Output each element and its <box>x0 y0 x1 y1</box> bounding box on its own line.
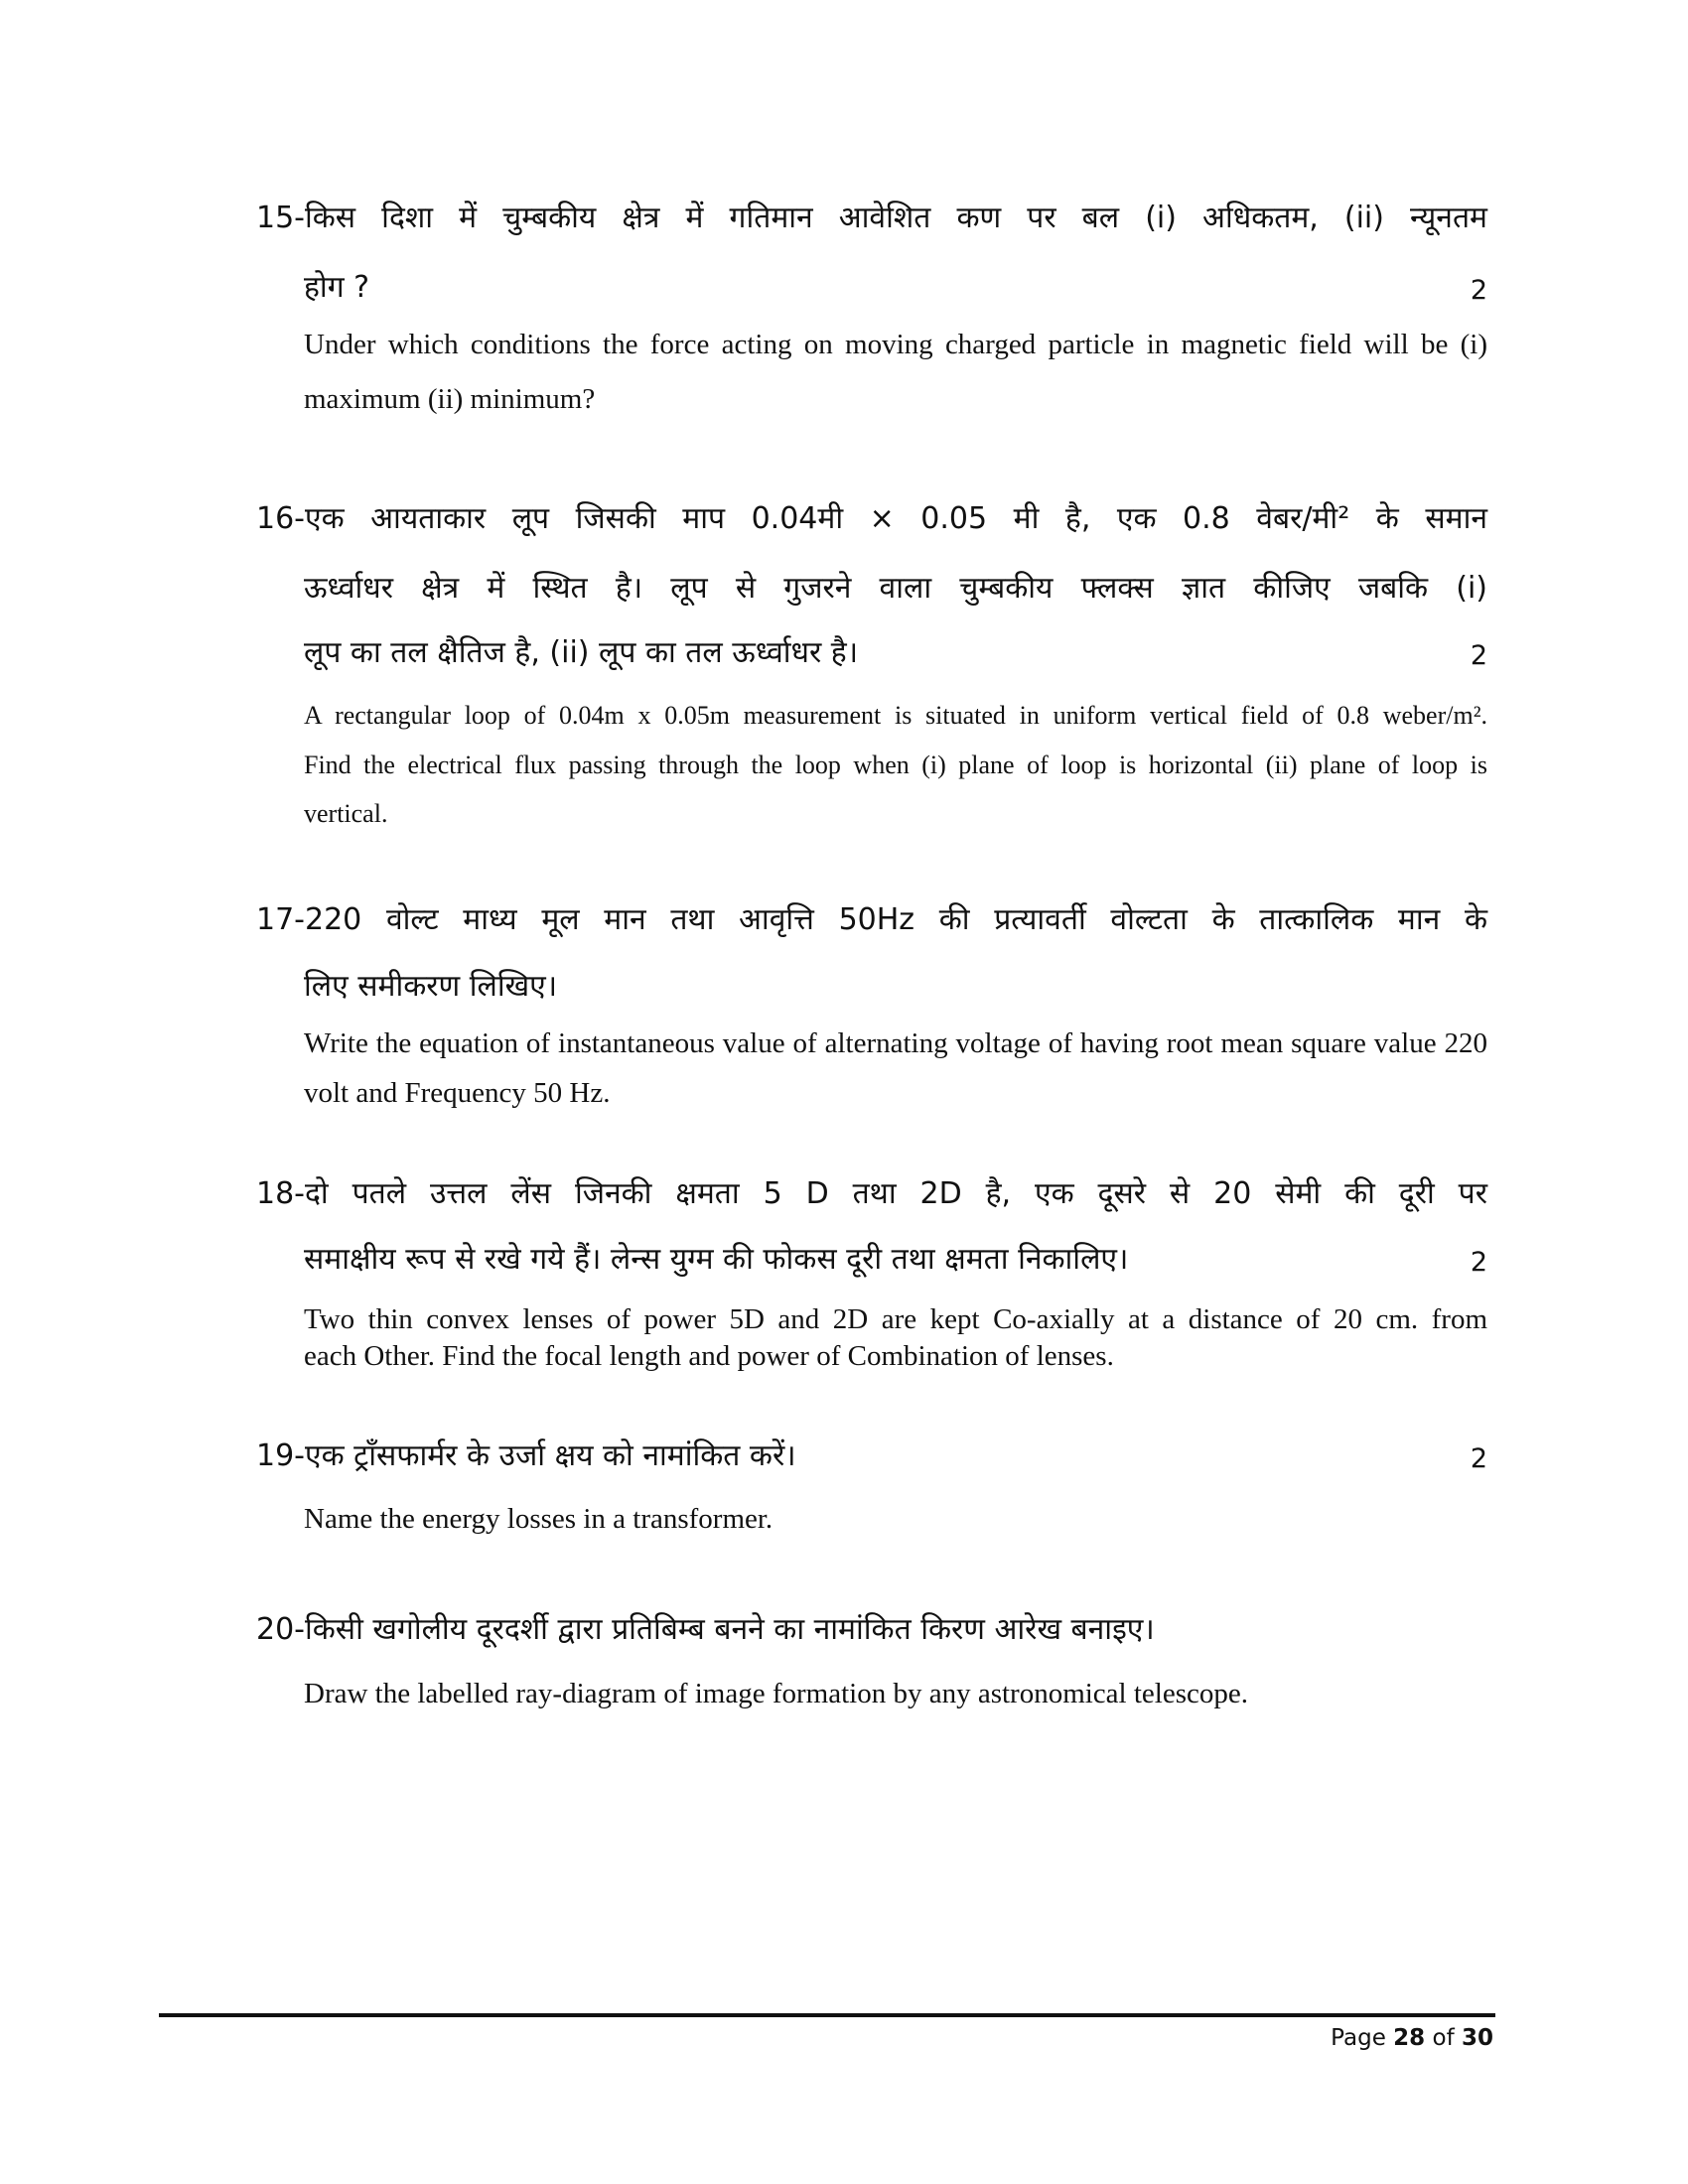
question-20-hindi-line-1: 20-किसी खगोलीय दूरदर्शी द्वारा प्रतिबिम्ब बनने का नामांकित किरण आरेख बनाइए। <box>256 1612 1155 1647</box>
current-page-number: 28 <box>1393 2025 1426 2051</box>
of-label: of <box>1432 2025 1455 2051</box>
question-15-hindi-line-2: होग ? <box>304 270 370 305</box>
question-15-marks: 2 <box>1470 275 1487 306</box>
question-16-english-line-1: A rectangular loop of 0.04m x 0.05m measurement is situated in uniform vertical field of 0.8 weber/m². <box>304 701 1487 730</box>
question-16-hindi-line-1: 16-एक आयताकार लूप जिसकी माप 0.04मी × 0.05 मी है, एक 0.8 वेबर/मी² के समान <box>256 501 1487 536</box>
question-17-hindi-line-1: 17-220 वोल्ट माध्य मूल मान तथा आवृत्ति 50Hz की प्रत्यावर्ती वोल्टता के तात्कालिक मान के <box>256 902 1487 937</box>
question-17-hindi-line-2: लिए समीकरण लिखिए। <box>304 969 558 1004</box>
question-16-english-line-3: vertical. <box>304 799 388 828</box>
question-18-hindi-line-2: समाक्षीय रूप से रखे गये हैं। लेन्स युग्म की फोकस दूरी तथा क्षमता निकालिए। <box>304 1242 1129 1277</box>
question-16-hindi-line-3: लूप का तल क्षैतिज है, (ii) लूप का तल ऊर्ध्वाधर है। <box>304 635 859 670</box>
total-pages-number: 30 <box>1461 2025 1493 2051</box>
question-18-english-line-2: each Other. Find the focal length and power of Combination of lenses. <box>304 1340 1114 1372</box>
question-18-marks: 2 <box>1470 1247 1487 1278</box>
question-18-english-line-1: Two thin convex lenses of power 5D and 2D are kept Co-axially at a distance of 20 cm. from <box>304 1303 1487 1335</box>
page-label: Page <box>1331 2025 1386 2051</box>
question-17-english-line-2: volt and Frequency 50 Hz. <box>304 1077 611 1109</box>
question-16-marks: 2 <box>1470 640 1487 671</box>
question-15-hindi-line-1: 15-किस दिशा में चुम्बकीय क्षेत्र में गतिमान आवेशित कण पर बल (i) अधिकतम, (ii) न्यूनतम <box>256 201 1487 235</box>
page-number <box>1331 2025 1493 2051</box>
question-20-english-line-1: Draw the labelled ray-diagram of image formation by any astronomical telescope. <box>304 1678 1248 1709</box>
question-19-english-line-1: Name the energy losses in a transformer. <box>304 1503 774 1535</box>
question-15-english-line-2: maximum (ii) minimum? <box>304 383 596 415</box>
question-17-english-line-1: Write the equation of instantaneous value of alternating voltage of having root mean square value 220 <box>304 1027 1487 1059</box>
question-15-english-line-1: Under which conditions the force acting on moving charged particle in magnetic field will be (i) <box>304 329 1487 360</box>
question-16-english-line-2: Find the electrical flux passing through the loop when (i) plane of loop is horizontal (ii) plane of loop is <box>304 751 1487 779</box>
question-18-hindi-line-1: 18-दो पतले उत्तल लेंस जिनकी क्षमता 5 D तथा 2D है, एक दूसरे से 20 सेमी की दूरी पर <box>256 1176 1487 1211</box>
question-16-hindi-line-2: ऊर्ध्वाधर क्षेत्र में स्थित है। लूप से गुजरने वाला चुम्बकीय फ्लक्स ज्ञात कीजिए जबकि (i) <box>304 571 1487 606</box>
question-19-hindi-line-1: 19-एक ट्रॉंसफार्मर के उर्जा क्षय को नामांकित करें। <box>256 1438 796 1473</box>
footer-divider <box>159 2013 1495 2017</box>
question-19-marks: 2 <box>1470 1443 1487 1474</box>
